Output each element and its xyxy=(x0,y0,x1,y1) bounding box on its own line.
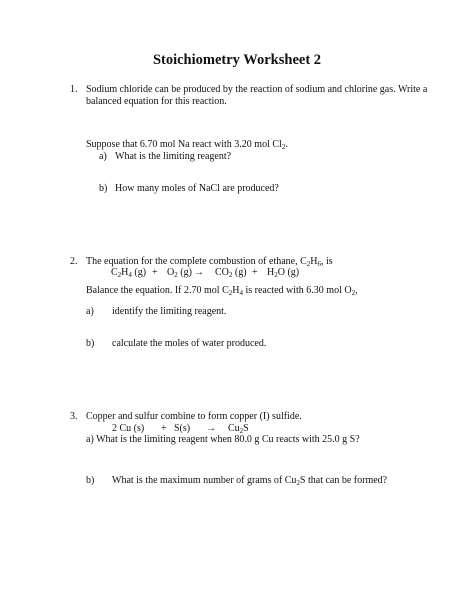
q3-equation-product: $Cu_2S$ xyxy=(228,423,249,435)
q3-b-label: b) xyxy=(86,475,95,486)
q3-equation-reactant1: 2 Cu (s) xyxy=(112,423,145,434)
q1-number: 1. xyxy=(70,84,78,95)
q2-b-label: b) xyxy=(86,338,95,349)
q3-equation-arrow: → xyxy=(206,423,216,434)
q2-a-label: a) xyxy=(86,306,94,317)
page-title: Stoichiometry Worksheet 2 xyxy=(152,52,322,68)
q1-text-line2: balanced equation for this reaction. xyxy=(86,96,227,107)
q3-b-text: What is the maximum number of grams of $Cu_2S$ that can be formed? xyxy=(112,475,388,487)
q3-a-text: a) What is the limiting reagent when 80.0 g Cu reacts with 25.0 g S? xyxy=(86,434,360,445)
q1-suppose: Suppose that 6.70 mol Na react with 3.20 mol $Cl_2$. xyxy=(86,139,288,151)
q2-text-line1: The equation for the complete combustion of ethane, $C_2H_6$, is xyxy=(86,256,333,268)
q3-text-line1: Copper and sulfur combine to form copper (I) sulfide. xyxy=(86,411,302,422)
q3-equation-reactant2: S(s) xyxy=(174,423,191,434)
q3-equation-plus: + xyxy=(161,423,167,434)
q2-equation-plus1: + xyxy=(152,267,158,278)
q2-b-text: calculate the moles of water produced. xyxy=(112,338,267,349)
q2-balance-text: Balance the equation. If 2.70 mol $C_2H_4$ is reacted with 6.30 mol $O_2$, xyxy=(86,285,358,297)
q1-a-label: a) xyxy=(99,151,107,162)
q3-number: 3. xyxy=(70,411,78,422)
q2-equation-product2: $H_2O$ (g) xyxy=(267,267,300,279)
q2-a-text: identify the limiting reagent. xyxy=(112,306,227,317)
q2-number: 2. xyxy=(70,256,78,267)
q2-equation-reactant1: $C_2H_4$ (g) xyxy=(111,267,147,279)
q2-equation-product1: $CO_2$ (g) xyxy=(215,267,247,279)
q1-b-text: How many moles of NaCl are produced? xyxy=(115,183,279,194)
q1-b-label: b) xyxy=(99,183,108,194)
q1-text-line1: Sodium chloride can be produced by the reaction of sodium and chlorine gas. Write a xyxy=(86,84,428,95)
q1-a-text: What is the limiting reagent? xyxy=(115,151,232,162)
q2-equation-reactant2: $O_2$ (g) xyxy=(167,267,192,279)
q2-equation-plus2: + xyxy=(252,267,258,278)
q2-equation-arrow: → xyxy=(194,267,204,278)
